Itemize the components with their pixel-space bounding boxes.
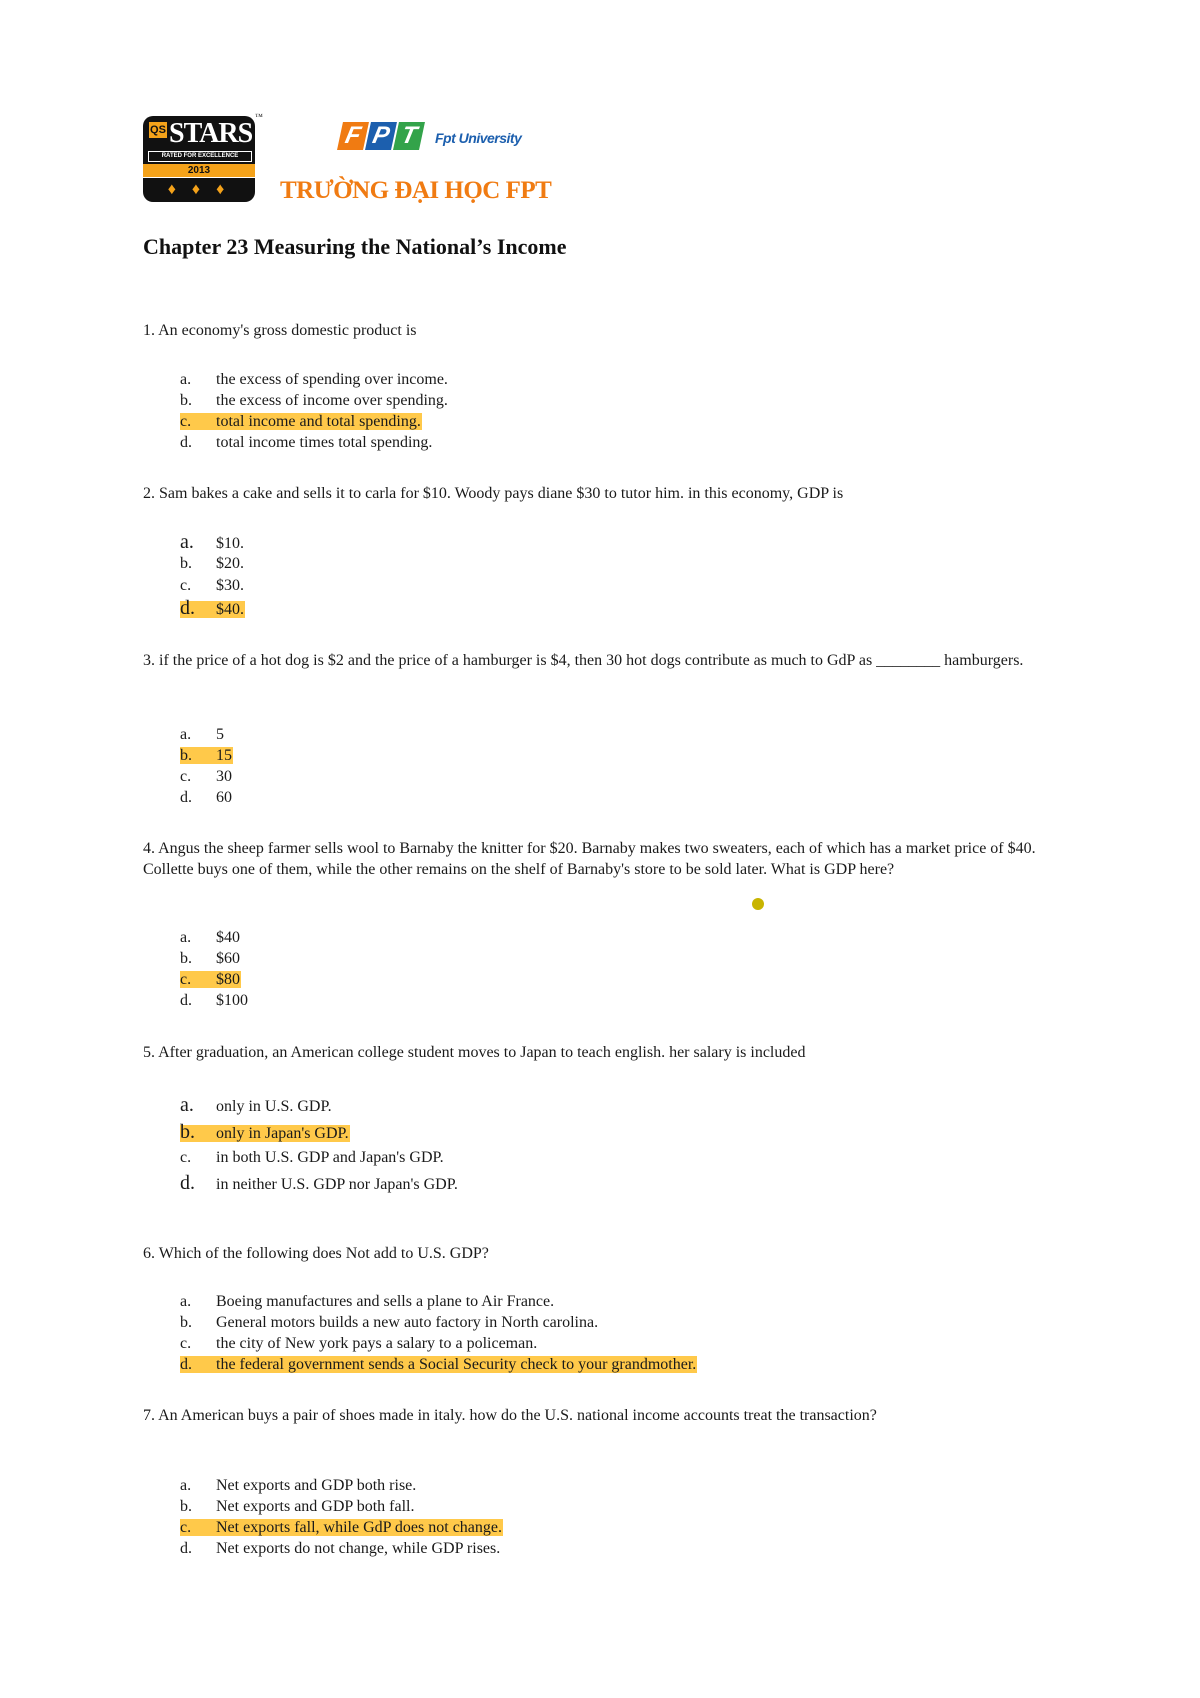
option-text: Net exports and GDP both rise. [216, 1477, 417, 1494]
option-letter: b. [180, 555, 192, 572]
option-3d [180, 788, 232, 808]
option-6b [180, 1313, 598, 1333]
option-letter: b. [180, 1314, 192, 1331]
option-text: the federal government sends a Social Security check to your grandmother. [216, 1356, 697, 1373]
trademark-mark: ™ [255, 112, 263, 121]
option-7a [180, 1476, 416, 1496]
option-text: $10. [216, 535, 244, 552]
option-letter: b. [180, 392, 192, 409]
option-letter: d. [180, 789, 192, 806]
option-6d [180, 1355, 697, 1375]
fpt-university-label: Fpt University [435, 130, 522, 146]
answer-highlight [180, 1519, 503, 1536]
option-text: total income and total spending. [216, 413, 421, 430]
option-letter: b. [180, 1498, 192, 1515]
option-letter: a. [180, 1094, 194, 1116]
option-text: Net exports do not change, while GDP rises. [216, 1540, 501, 1557]
qs-stars-logo [143, 112, 261, 204]
option-text: $40. [216, 601, 244, 618]
question-3: 3. if the price of a hot dog is $2 and the price of a hamburger is $4, then 30 hot dogs contribute as much to GdP as ________ hamburgers. [143, 652, 1024, 669]
option-letter: a. [180, 1477, 192, 1494]
option-text: 30 [216, 768, 232, 785]
marker-dot [752, 898, 764, 910]
option-text: total income times total spending. [216, 434, 433, 451]
option-text: $100 [216, 992, 248, 1009]
option-letter: c. [180, 1519, 192, 1536]
answer-highlight [180, 413, 422, 430]
qs-mark: QS [150, 124, 166, 136]
option-letter: c. [180, 1149, 192, 1166]
option-letter: c. [180, 577, 192, 594]
stars-rating-icons: ♦ ♦ ♦ [143, 178, 255, 202]
option-4d [180, 991, 248, 1011]
option-text: 5 [216, 726, 224, 743]
fpt-letter-f: F [337, 122, 369, 150]
option-letter: a. [180, 929, 192, 946]
option-2b [180, 554, 244, 574]
option-7b [180, 1497, 414, 1517]
option-4b [180, 949, 240, 969]
option-letter: a. [180, 726, 192, 743]
option-text: only in Japan's GDP. [216, 1125, 349, 1142]
option-1d [180, 433, 432, 453]
option-6c [180, 1334, 537, 1354]
option-text: $30. [216, 577, 244, 594]
option-2d [180, 598, 245, 620]
question-5: 5. After graduation, an American college student moves to Japan to teach english. her salary is included [143, 1044, 806, 1061]
option-5d [180, 1173, 458, 1195]
option-text: Net exports and GDP both fall. [216, 1498, 415, 1515]
option-3b [180, 746, 233, 766]
option-text: 60 [216, 789, 232, 806]
option-text: in both U.S. GDP and Japan's GDP. [216, 1149, 444, 1166]
option-5a [180, 1095, 332, 1117]
stars-logo-top [143, 116, 255, 164]
option-text: $20. [216, 555, 244, 572]
option-text: in neither U.S. GDP nor Japan's GDP. [216, 1176, 458, 1193]
option-letter: d. [180, 597, 195, 619]
option-text: Net exports fall, while GdP does not change. [216, 1519, 503, 1536]
option-letter: b. [180, 747, 192, 764]
question-4: 4. Angus the sheep farmer sells wool to Barnaby the knitter for $20. Barnaby makes two sweaters, each of which has a market price of $40. Collette buys one of them, while the other remains on the shelf of Barnaby's store to be sold later. What is GDP here? [143, 840, 1036, 878]
option-text: $60 [216, 950, 240, 967]
option-5b [180, 1122, 350, 1144]
option-7c [180, 1518, 503, 1538]
stars-wordmark: STARS [169, 118, 253, 149]
option-4c [180, 970, 241, 990]
option-text: General motors builds a new auto factory in North carolina. [216, 1314, 599, 1331]
option-letter: a. [180, 531, 194, 553]
answer-highlight [180, 747, 233, 764]
option-2a [180, 532, 244, 554]
stars-subtitle: RATED FOR EXCELLENCE [148, 151, 252, 162]
option-text: $40 [216, 929, 240, 946]
question-1: 1. An economy's gross domestic product is [143, 322, 417, 339]
option-text: $80 [216, 971, 240, 988]
question-6: 6. Which of the following does Not add to U.S. GDP? [143, 1245, 489, 1262]
school-name: TRƯỜNG ĐẠI HỌC FPT [280, 177, 552, 204]
option-text: only in U.S. GDP. [216, 1098, 332, 1115]
answer-highlight [180, 597, 245, 619]
option-letter: c. [180, 1335, 192, 1352]
option-2c [180, 576, 244, 596]
option-text: 15 [216, 747, 232, 764]
option-3a [180, 725, 224, 745]
question-7: 7. An American buys a pair of shoes made in italy. how do the U.S. national income accounts treat the transaction? [143, 1407, 877, 1424]
option-6a [180, 1292, 554, 1312]
option-letter: d. [180, 1172, 195, 1194]
option-letter: b. [180, 950, 192, 967]
answer-highlight [180, 1121, 350, 1143]
option-letter: c. [180, 971, 192, 988]
option-letter: a. [180, 371, 192, 388]
answer-highlight [180, 971, 241, 988]
option-letter: d. [180, 992, 192, 1009]
option-letter: d. [180, 434, 192, 451]
option-text: the excess of spending over income. [216, 371, 448, 388]
stars-year: 2013 [143, 164, 255, 177]
option-1b [180, 391, 448, 411]
option-4a [180, 928, 240, 948]
option-5c [180, 1148, 444, 1168]
page-title: Chapter 23 Measuring the National’s Income [143, 234, 567, 259]
fpt-letter-t: T [393, 122, 425, 150]
option-7d [180, 1539, 500, 1559]
fpt-letter-p: P [365, 122, 397, 150]
option-text: the city of New york pays a salary to a policeman. [216, 1335, 538, 1352]
option-letter: a. [180, 1293, 192, 1310]
option-letter: c. [180, 768, 192, 785]
option-1c [180, 412, 422, 432]
option-letter: d. [180, 1540, 192, 1557]
option-3c [180, 767, 232, 787]
option-1a [180, 370, 448, 390]
option-letter: d. [180, 1356, 192, 1373]
option-letter: c. [180, 413, 192, 430]
question-2: 2. Sam bakes a cake and sells it to carla for $10. Woody pays diane $30 to tutor him. in this economy, GDP is [143, 485, 844, 502]
option-text: Boeing manufactures and sells a plane to Air France. [216, 1293, 555, 1310]
option-text: the excess of income over spending. [216, 392, 448, 409]
option-letter: b. [180, 1121, 195, 1143]
fpt-logo [340, 118, 430, 156]
answer-highlight [180, 1356, 697, 1373]
